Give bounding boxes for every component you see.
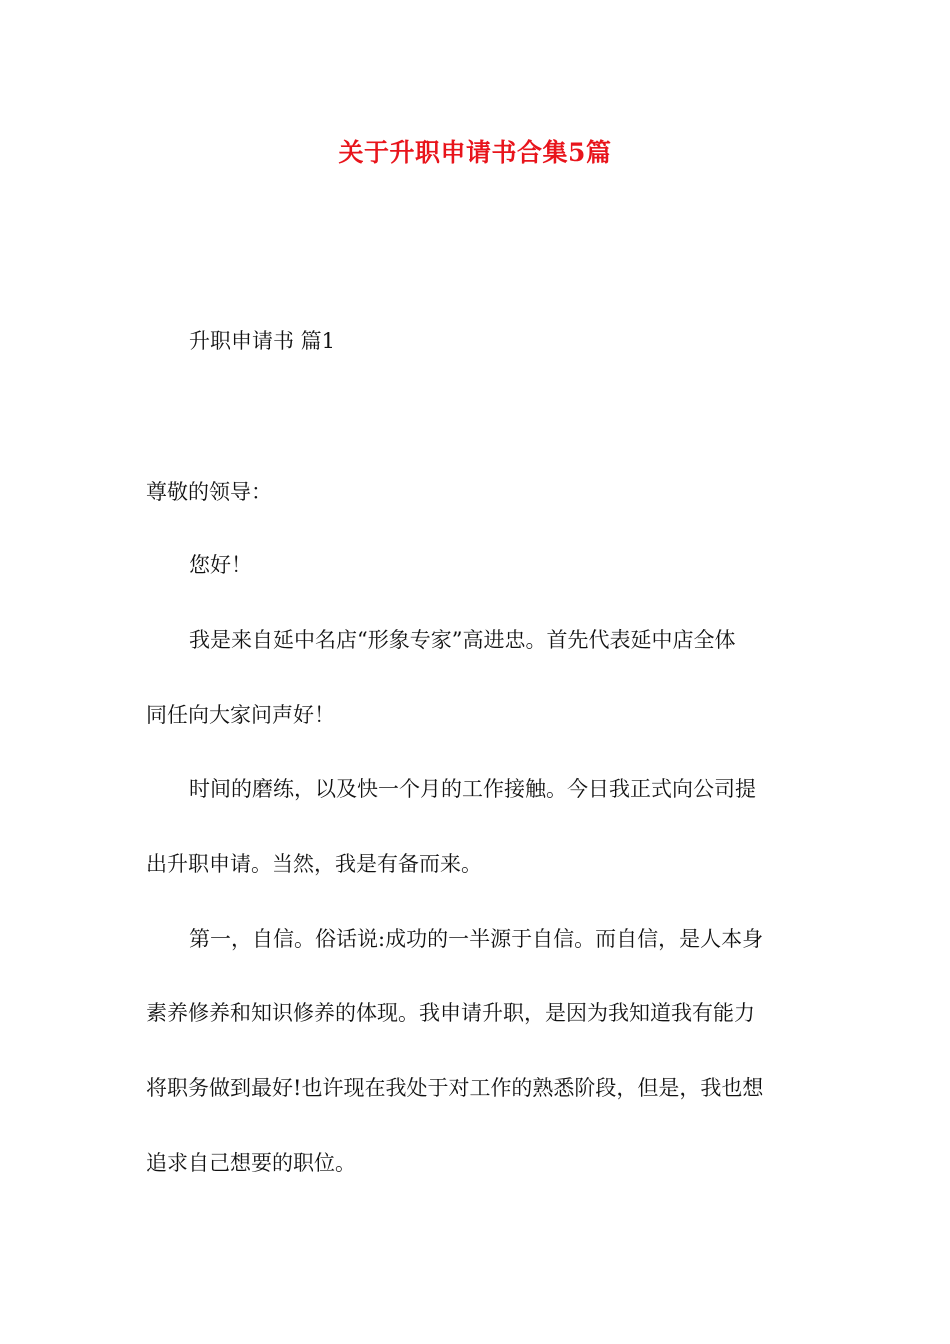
paragraph-1-line-1: 我是来自延中名店“形象专家”高进忠。首先代表延中店全体 <box>189 628 736 652</box>
greeting: 您好！ <box>189 553 252 577</box>
paragraph-3-line-3: 将职务做到最好!也许现在我处于对工作的熟悉阶段，但是，我也想 <box>146 1076 764 1100</box>
section-heading: 升职申请书 篇1 <box>189 329 336 353</box>
paragraph-2-line-2: 出升职申请。当然，我是有备而来。 <box>146 852 482 876</box>
paragraph-3-line-2: 素养修养和知识修养的体现。我申请升职，是因为我知道我有能力 <box>146 1001 755 1025</box>
document-title: 关于升职申请书合集5篇 <box>338 138 612 167</box>
paragraph-3-line-4: 追求自己想要的职位。 <box>146 1151 356 1175</box>
paragraph-3-line-1: 第一，自信。俗话说:成功的一半源于自信。而自信，是人本身 <box>189 927 764 951</box>
paragraph-1-line-2: 同任向大家问声好！ <box>146 703 335 727</box>
paragraph-2-line-1: 时间的磨练，以及快一个月的工作接触。今日我正式向公司提 <box>189 777 756 801</box>
salutation: 尊敬的领导： <box>146 480 272 504</box>
